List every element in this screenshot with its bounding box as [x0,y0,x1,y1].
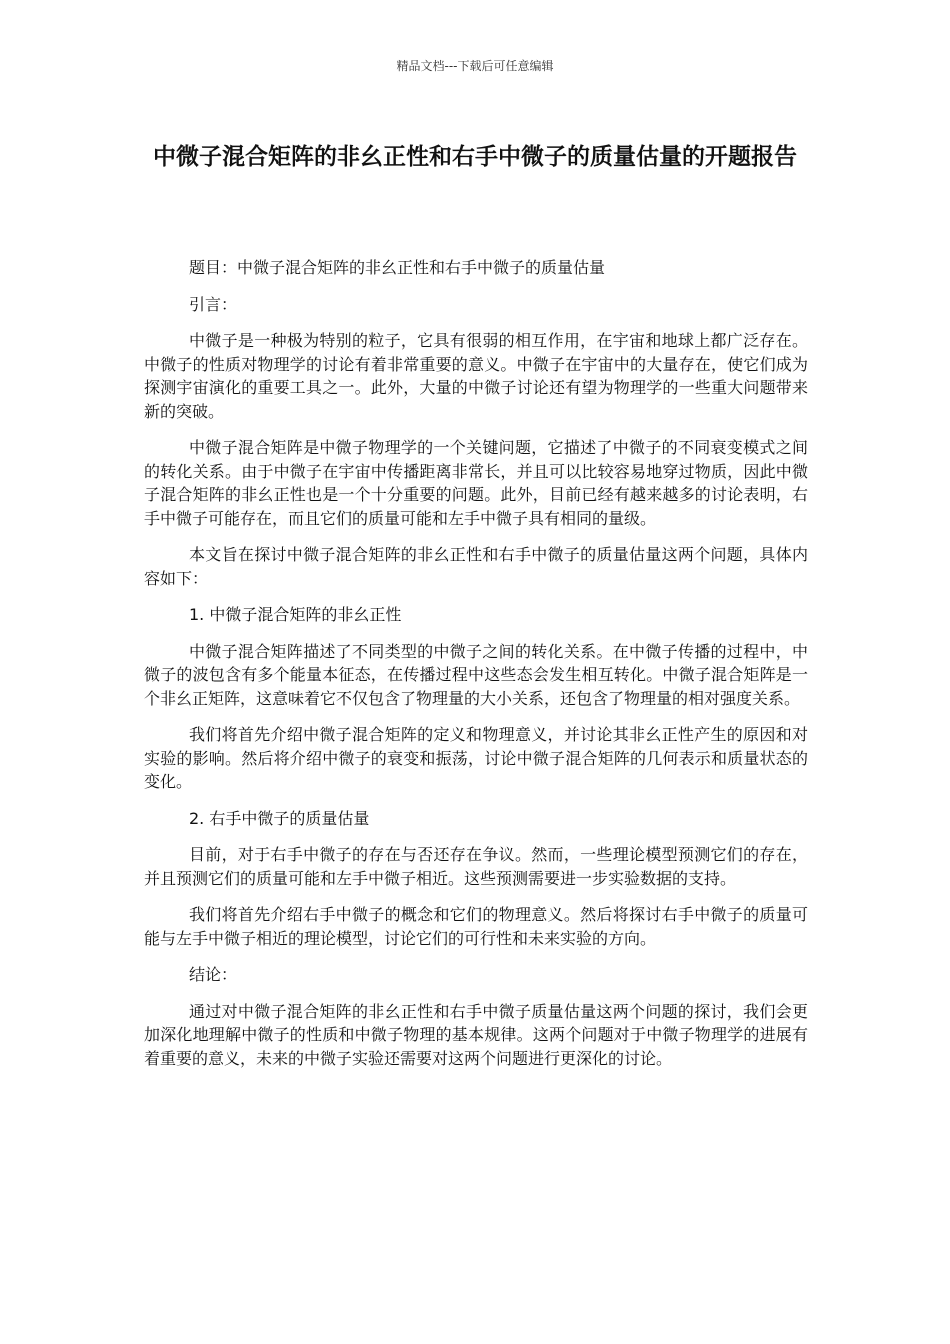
section-heading-2: 2. 右手中微子的质量估量 [189,808,370,828]
section-heading-introduction: 引言： [189,294,238,314]
body-paragraph: 目前，对于右手中微子的存在与否还存在争议。然而，一些理论模型预测它们的存在，并且预测它们的质量可能和左手中微子相近。这些预测需要进一步实验数据的支持。 [144,845,808,888]
header-note: 精品文档---下载后可任意编辑 [396,59,554,73]
body-paragraph: 中微子是一种极为特别的粒子，它具有很弱的相互作用，在宇宙和地球上都广泛存在。中微子的性质对物理学的讨论有着非常重要的意义。中微子在宇宙中的大量存在，使它们成为探测宇宙演化的重要工具之一。此外，大量的中微子讨论还有望为物理学的一些重大问题带来新的突破。 [144,331,808,421]
section-heading-1: 1. 中微子混合矩阵的非幺正性 [189,605,402,624]
body-paragraph: 我们将首先介绍中微子混合矩阵的定义和物理意义，并讨论其非幺正性产生的原因和对实验的影响。然后将介绍中微子的衰变和振荡，讨论中微子混合矩阵的几何表示和质量状态的变化。 [144,725,808,791]
body-paragraph: 中微子混合矩阵是中微子物理学的一个关键问题，它描述了中微子的不同衰变模式之间的转化关系。由于中微子在宇宙中传播距离非常长，并且可以比较容易地穿过物质，因此中微子混合矩阵的非幺正性也是一个十分重要的问题。此外，目前已经有越来越多的讨论表明，右手中微子可能存在，而且它们的质量可能和左手中微子具有相同的量级。 [144,438,808,528]
body-paragraph: 本文旨在探讨中微子混合矩阵的非幺正性和右手中微子的质量估量这两个问题，具体内容如下： [144,545,808,588]
body-paragraph: 我们将首先介绍右手中微子的概念和它们的物理意义。然后将探讨右手中微子的质量可能与左手中微子相近的理论模型，讨论它们的可行性和未来实验的方向。 [144,905,808,948]
topic-line: 题目：中微子混合矩阵的非幺正性和右手中微子的质量估量 [189,258,606,277]
body-paragraph: 通过对中微子混合矩阵的非幺正性和右手中微子质量估量这两个问题的探讨，我们会更加深化地理解中微子的性质和中微子物理的基本规律。这两个问题对于中微子物理学的进展有着重要的意义，未来的中微子实验还需要对这两个问题进行更深化的讨论。 [144,1001,808,1068]
section-heading-conclusion: 结论： [189,965,238,984]
document-title: 中微子混合矩阵的非幺正性和右手中微子的质量估量的开题报告 [153,144,797,170]
document-body [144,256,808,1083]
body-paragraph: 中微子混合矩阵描述了不同类型的中微子之间的转化关系。在中微子传播的过程中，中微子的波包含有多个能量本征态，在传播过程中这些态会发生相互转化。中微子混合矩阵是一个非幺正矩阵，这意味着它不仅包含了物理量的大小关系，还包含了物理量的相对强度关系。 [144,641,808,708]
